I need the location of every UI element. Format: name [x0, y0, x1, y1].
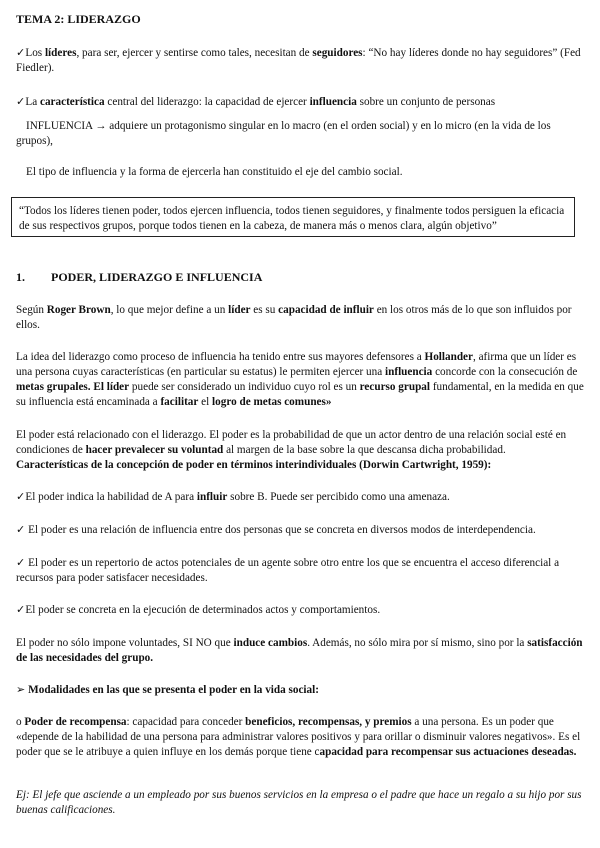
bold-term: influencia	[385, 366, 433, 378]
text: Los	[25, 47, 45, 59]
bold-term: metas grupales.	[16, 381, 91, 393]
bold-term: beneficios, recompensas, y premios	[245, 716, 412, 728]
check-icon: ✓	[16, 557, 26, 569]
text: central del liderazgo: la capacidad de ejercer	[104, 96, 310, 108]
text: es su	[250, 304, 279, 316]
list-item	[16, 490, 586, 505]
text: a una persona. Es un poder que «depende de la habilidad de una persona para administrar valores positivos y para orillar o disminuir valores negativos». Es el poder que se le atribuye a quien influye en los demás porque tiene c	[16, 716, 581, 758]
bold-term: característica	[39, 96, 105, 108]
text: , para ser, ejercer y sentirse como tales, necesitan de	[76, 47, 313, 59]
bold-term: recurso grupal	[359, 381, 431, 393]
text: . Además, no sólo mira por sí mismo, sino por la	[307, 637, 528, 649]
text: concorde con la consecución de	[432, 366, 578, 378]
text: , lo que mejor define a un	[110, 304, 229, 316]
text: El poder está relacionado con el liderazgo. El poder es la probabilidad de que un actor dentro de una relación social esté en condiciones de	[16, 429, 567, 456]
text: sobre B. Puede ser percibido como una amenaza.	[227, 491, 450, 503]
text: : “No hay líderes donde no hay seguidores” (Fed Fiedler).	[16, 47, 581, 74]
check-icon: ✓	[16, 96, 26, 108]
text: o	[16, 716, 25, 728]
intro-paragraph-characteristic	[16, 95, 586, 110]
paragraph-hollander	[16, 350, 586, 410]
bold-term: El líder	[93, 381, 130, 393]
text: en los otros más de lo que son influidos por ellos.	[16, 304, 572, 331]
text: al margen de la base sobre la que descansa dicha probabilidad.	[223, 444, 506, 456]
intro-paragraph-leaders	[16, 46, 586, 76]
bold-term: Poder de recompensa	[24, 716, 127, 728]
bold-term: logro de metas comunes»	[212, 396, 332, 408]
check-icon: ✓	[16, 47, 26, 59]
paragraph-changes	[16, 636, 586, 666]
list-item	[16, 556, 586, 586]
text: : capacidad para conceder	[126, 716, 246, 728]
check-icon: ✓	[16, 491, 26, 503]
bold-term: Roger Brown	[46, 304, 111, 316]
intro-paragraph-influence: INFLUENCIA → adquiere un protagonismo singular en lo macro (en el orden social) y en lo micro (en la vida de los grupos),	[16, 120, 551, 147]
bold-term: Hollander	[424, 351, 473, 363]
text: El poder es una relación de influencia entre dos personas que se concreta en diversos modos de interdependencia.	[25, 524, 536, 536]
text: , afirma que un líder es una persona cuyas características (en particular su estatus) le permiten ejercer una	[16, 351, 577, 378]
paragraph-roger-brown	[16, 303, 586, 333]
example-text: Ej: El jefe que asciende a un empleado por sus buenos servicios en la empresa o el padre que hace un regalo a su hijo por sus buenas calificaciones.	[16, 789, 582, 816]
bold-term: satisfacción de las necesidades del grupo.	[16, 637, 583, 664]
text: el	[198, 396, 213, 408]
text: La	[25, 96, 40, 108]
text: La idea del liderazgo como proceso de influencia ha tenido entre sus mayores defensores a	[16, 351, 425, 363]
bold-term: líderes	[44, 47, 77, 59]
section-heading: PODER, LIDERAZGO E INFLUENCIA	[51, 270, 263, 284]
text: Según	[16, 304, 47, 316]
quote-text: “Todos los líderes tienen poder, todos ejercen influencia, todos tienen seguidores, y finalmente todos persiguen la eficacia de sus respectivos grupos, porque todos tienen en la cabeza, de manera más o menos clara, algún objetivo”	[19, 205, 565, 232]
list-item	[16, 523, 586, 538]
bold-term: capacidad de influir	[278, 304, 374, 316]
text: sobre un conjunto de personas	[356, 96, 496, 108]
bold-term: hacer prevalecer su voluntad	[85, 444, 224, 456]
text: El poder se concreta en la ejecución de determinados actos y comportamientos.	[25, 604, 381, 616]
bold-term: facilitar	[160, 396, 199, 408]
list-item	[16, 603, 586, 618]
bold-term: influencia	[309, 96, 357, 108]
check-icon: ✓	[16, 524, 26, 536]
text: El poder no sólo impone voluntades, SI NO que	[16, 637, 234, 649]
bold-term: seguidores	[312, 47, 363, 59]
bold-heading-cartwright: Características de la concepción de poder en términos interindividuales (Dorwin Cartwright, 1959):	[16, 459, 492, 471]
bold-heading: Modalidades en las que se presenta el poder en la vida social:	[25, 684, 319, 696]
paragraph-reward-power	[16, 715, 586, 760]
section-number: 1.	[16, 270, 25, 284]
intro-paragraph-social-change: El tipo de influencia y la forma de ejercerla han constituido el eje del cambio social.	[26, 166, 403, 178]
document-title: TEMA 2: LIDERAZGO	[16, 12, 141, 26]
quote-box	[11, 197, 575, 237]
text: El poder es un repertorio de actos potenciales de un agente sobre otro entre los que se encuentra el acceso diferencial a recursos para poder satisfacer necesidades.	[16, 557, 560, 584]
subheading-modalities	[16, 683, 586, 698]
text: El poder indica la habilidad de A para	[25, 491, 197, 503]
check-icon: ✓	[16, 604, 26, 616]
bold-term: líder	[228, 304, 251, 316]
arrow-bullet-icon: ➢	[16, 684, 26, 696]
bold-term: induce cambios	[233, 637, 308, 649]
text: puede ser considerado un individuo cuyo rol es un	[129, 381, 360, 393]
text: fundamental, en la medida en que su influencia está encaminada a	[16, 381, 584, 408]
bold-term: influir	[196, 491, 228, 503]
bold-term: apacidad para recompensar sus actuaciones deseadas.	[319, 746, 577, 758]
paragraph-power	[16, 428, 586, 473]
